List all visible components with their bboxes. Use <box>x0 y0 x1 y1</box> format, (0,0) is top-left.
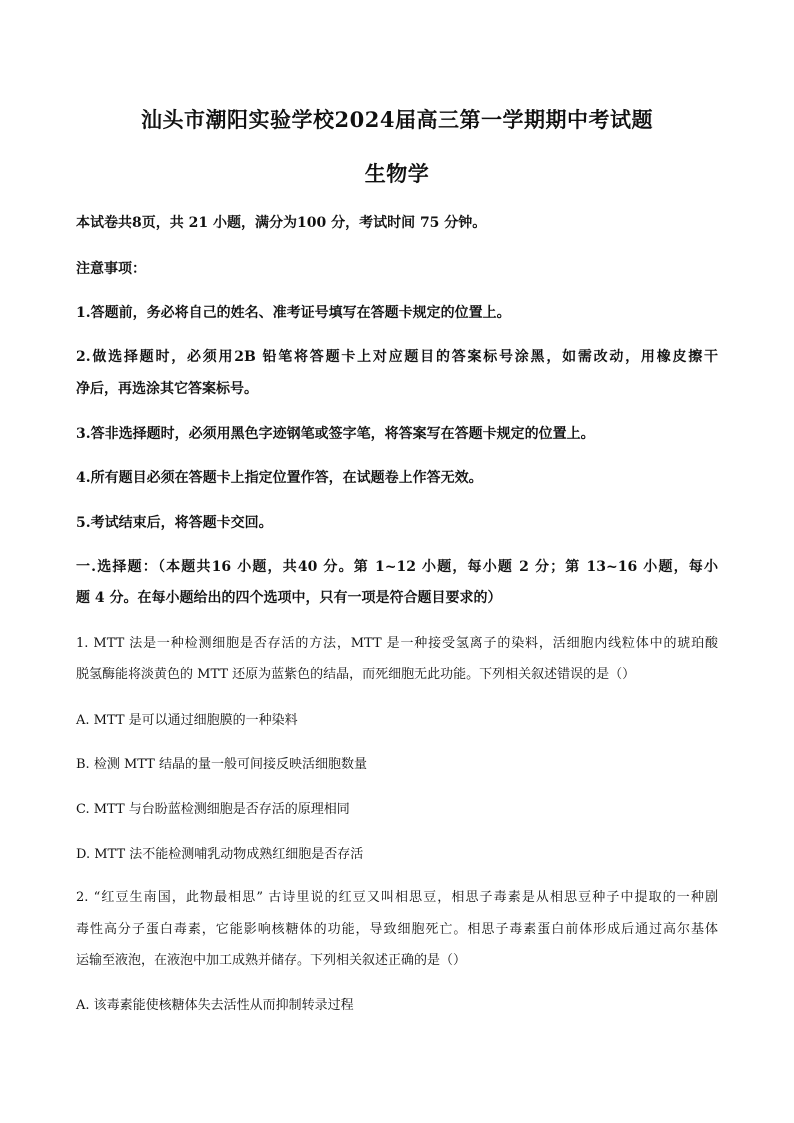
section-header: 一.选择题：（本题共16 小题，共40 分。第 1~12 小题，每小题 2 分；第 13~16 小题，每小 <box>76 559 718 575</box>
question-stem: 2. “红豆生南国，此物最相思” 古诗里说的红豆又叫相思豆，相思子毒素是从相思豆种子中提取的一种剧 <box>76 890 718 905</box>
question-stem: 1. MTT 法是一种检测细胞是否存活的方法，MTT 是一种接受氢离子的染料，活细胞内线粒体中的琥珀酸 <box>76 636 718 651</box>
question-option: C. MTT 与台盼蓝检测细胞是否存活的原理相同 <box>76 802 350 817</box>
question-option: D. MTT 法不能检测哺乳动物成熟红细胞是否存活 <box>76 847 364 862</box>
question-option: B. 检测 MTT 结晶的量一般可间接反映活细胞数量 <box>76 757 367 772</box>
notice-item: 1.答题前，务必将自己的姓名、准考证号填写在答题卡规定的位置上。 <box>76 305 511 321</box>
notice-item: 净后，再选涂其它答案标号。 <box>76 381 258 397</box>
question-option: A. MTT 是可以通过细胞膜的一种染料 <box>76 713 298 728</box>
subject-title: 生物学 <box>364 161 430 186</box>
notice-heading: 注意事项： <box>76 261 146 277</box>
question-stem: 运输至液泡，在液泡中加工成熟并储存。下列相关叙述正确的是（） <box>76 953 467 968</box>
question-stem: 脱氢酶能将淡黄色的 MTT 还原为蓝紫色的结晶，而死细胞无此功能。下列相关叙述错误的是（） <box>76 667 636 682</box>
exam-intro: 本试卷共8页，共 21 小题，满分为100 分，考试时间 75 分钟。 <box>76 215 487 231</box>
document-title: 汕头市潮阳实验学校2024届高三第一学期期中考试题 <box>141 107 653 132</box>
notice-item: 3.答非选择题时，必须用黑色字迹钢笔或签字笔，将答案写在答题卡规定的位置上。 <box>76 426 595 442</box>
question-stem: 毒性高分子蛋白毒素，它能影响核糖体的功能，导致细胞死亡。相思子毒素蛋白前体形成后通过高尔基体 <box>76 922 718 937</box>
section-header: 题 4 分。在每小题给出的四个选项中，只有一项是符合题目要求的） <box>76 590 502 606</box>
notice-item: 2.做选择题时，必须用2B 铅笔将答题卡上对应题目的答案标号涂黑，如需改动，用橡皮擦干 <box>76 349 718 365</box>
notice-item: 4.所有题目必须在答题卡上指定位置作答，在试题卷上作答无效。 <box>76 470 483 486</box>
notice-item: 5.考试结束后，将答题卡交回。 <box>76 515 273 531</box>
question-option: A. 该毒素能使核糖体失去活性从而抑制转录过程 <box>76 998 354 1013</box>
